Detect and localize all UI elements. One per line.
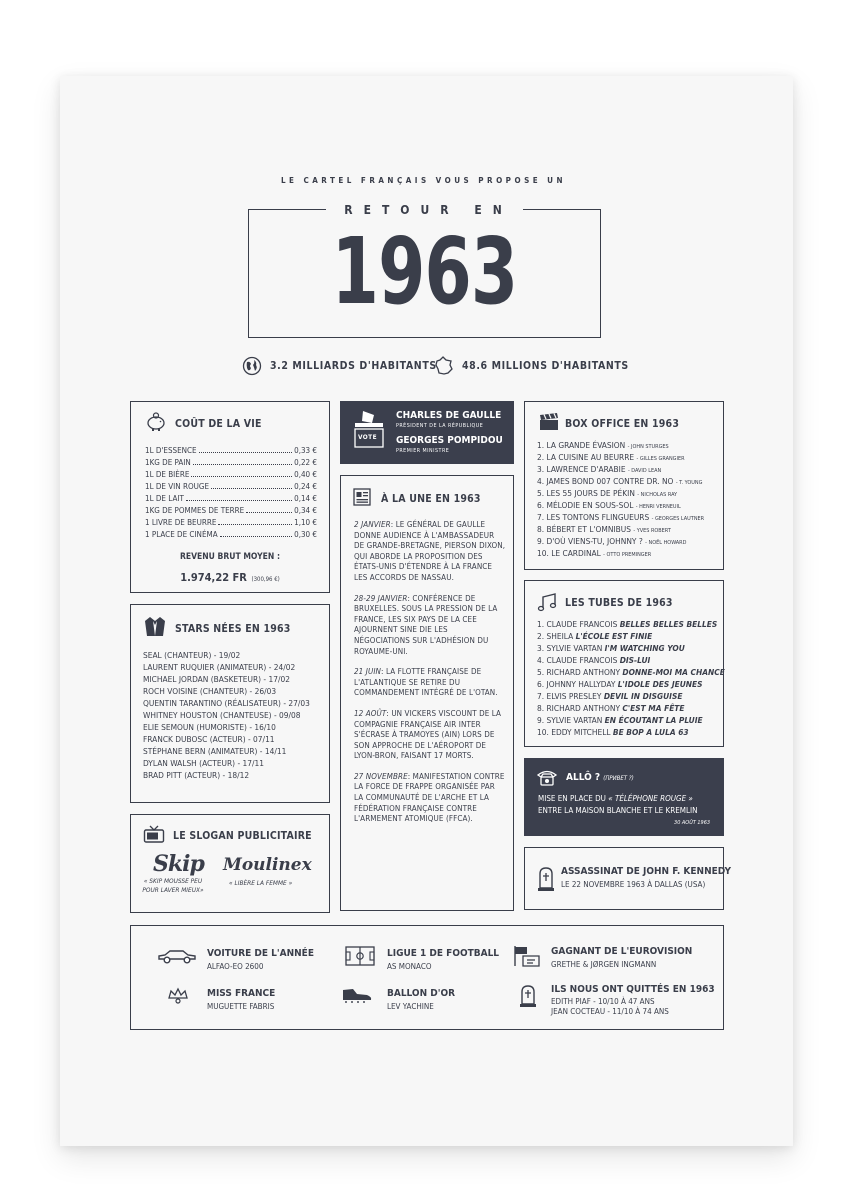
tubes-list [537, 618, 725, 738]
deaths-line-1: EDITH PIAF - 10/10 À 47 ANS [551, 997, 655, 1006]
price-row: 1L DE VIN ROUGE 0,24 € [145, 482, 317, 491]
miss-title: MISS FRANCE [207, 988, 276, 999]
allo-title: ALLÔ ? (ПРИВЕТ ?) [566, 772, 634, 783]
list-item: ROCH VOISINE (CHANTEUR) - 26/03 [143, 686, 277, 696]
vote-section [340, 401, 514, 464]
clapperboard-icon [539, 413, 559, 431]
list-item: 1. LA GRANDE ÉVASION - JOHN STURGES [537, 440, 669, 450]
allo-section [524, 758, 724, 836]
price-row: 1KG DE PAIN 0,22 € [145, 458, 317, 467]
price-row: 1L D'ESSENCE 0,33 € [145, 446, 317, 455]
news-item: 2 JANVIER: LE GÉNÉRAL DE GAULLE DONNE AUDIENCE À L'AMBASSADEUR DE GRANDE-BRETAGNE, PIERSON DIXON, QUI ABORDE LA PROPOSITION DES ÉTATS-UNIS D'ÉTENDRE À LA FRANCE LES ACCORDS DE NASSAU. [354, 520, 506, 582]
tiara-icon [167, 986, 189, 1004]
slogan-section [130, 814, 330, 913]
list-item: LAURENT RUQUIER (ANIMATEUR) - 24/02 [143, 662, 296, 672]
list-item: DYLAN WALSH (ACTEUR) - 17/11 [143, 758, 265, 768]
eurovision-value: GRETHE & JØRGEN INGMANN [551, 960, 657, 969]
president-name: CHARLES DE GAULLE [396, 410, 502, 421]
list-item: 6. JOHNNY HALLYDAY L'IDOLE DES JEUNES [537, 679, 703, 689]
price-row: 1L DE BIÈRE 0,40 € [145, 470, 317, 479]
list-item: 6. MÉLODIE EN SOUS-SOL - HENRI VERNEUIL [537, 500, 681, 510]
news-item: 12 AOÛT: UN VICKERS VISCOUNT DE LA COMPAGNIE FRANÇAISE AIR INTER S'ÉCRASE À TRAMOYES (AIN) LORS DE SON APPROCHE DE L'AÉROPORT DE LYON-BRON, FAISANT 17 MORTS. [354, 708, 502, 761]
moulinex-quote: « LIBÈRE LA FEMME » [229, 879, 293, 887]
list-item: 9. SYLVIE VARTAN EN ÉCOUTANT LA PLUIE [537, 715, 703, 725]
ballon-value: LEV YACHINE [387, 1002, 434, 1011]
list-item: MICHAEL JORDAN (BASKETEUR) - 17/02 [143, 674, 291, 684]
eurovision-title: GAGNANT DE L'EUROVISION [551, 946, 693, 957]
cost-of-living-section [130, 401, 330, 593]
deaths-title: ILS NOUS ONT QUITTÉS EN 1963 [551, 984, 715, 995]
list-item: QUENTIN TARANTINO (RÉALISATEUR) - 27/03 [143, 698, 310, 708]
tubes-section [524, 580, 724, 747]
moulinex-logo: Moulinex [223, 855, 312, 875]
ballon-title: BALLON D'OR [387, 988, 456, 999]
price-row: 1L DE LAIT 0,14 € [145, 494, 317, 503]
kennedy-section [524, 847, 732, 910]
world-population: 3.2 MILLIARDS D'HABITANTS [242, 356, 437, 376]
list-item: 9. D'OÙ VIENS-TU, JOHNNY ? - NOËL HOWARD [537, 536, 687, 546]
list-item: 10. LE CARDINAL - OTTO PREMINGER [537, 548, 652, 558]
minister-name: GEORGES POMPIDOU [396, 435, 503, 446]
list-item: 5. RICHARD ANTHONY DONNE-MOI MA CHANCE [537, 667, 725, 677]
skip-logo: Skip [153, 851, 204, 877]
tubes-title: LES TUBES DE 1963 [565, 597, 673, 609]
price-row: 1 PLACE DE CINÉMA 0,30 € [145, 530, 317, 539]
tombstone-icon [537, 866, 555, 892]
year-title: 1963 [331, 218, 518, 325]
allo-text-1: MISE EN PLACE DU « TÉLÉPHONE ROUGE » [538, 794, 693, 803]
football-boot-icon [341, 986, 373, 1004]
price-row: 1 LIVRE DE BEURRE 1,10 € [145, 518, 317, 527]
eurovision-flag-icon [513, 944, 541, 968]
list-item: FRANCK DUBOSC (ACTEUR) - 07/11 [143, 734, 275, 744]
list-item: 4. JAMES BOND 007 CONTRE DR. NO - T. YOUNG [537, 476, 703, 486]
list-item: 7. ELVIS PRESLEY DEVIL IN DISGUISE [537, 691, 683, 701]
list-item: 8. BÉBERT ET L'OMNIBUS - YVES ROBERT [537, 524, 671, 534]
footer-section [130, 925, 724, 1030]
news-item: 27 NOVEMBRE: MANIFESTATION CONTRE LA FORCE DE FRAPPE ORGANISÉE PAR LA COMMUNAUTÉ DE L'ARCHE ET LA FÉDÉRATION FRANÇAISE CONTRE L'ARMEMENT ATOMIQUE (FFCA). [354, 771, 505, 824]
allo-date: 30 AOÛT 1963 [674, 820, 710, 826]
globe-icon [242, 356, 262, 376]
list-item: SEAL (CHANTEUR) - 19/02 [143, 650, 241, 660]
france-population: 48.6 MILLIONS D'HABITANTS [434, 356, 629, 376]
list-item: BRAD PITT (ACTEUR) - 18/12 [143, 770, 250, 780]
news-item: 21 JUIN: LA FLOTTE FRANÇAISE DE L'ATLANTIQUE SE RETIRE DU COMMANDEMENT INTÉGRÉ DE L'OTAN. [354, 667, 498, 698]
kennedy-title: ASSASSINAT DE JOHN F. KENNEDY [561, 866, 732, 877]
list-item: ELIE SEMOUN (HUMORISTE) - 16/10 [143, 722, 276, 732]
news-item: 28-29 JANVIER: CONFÉRENCE DE BRUXELLES. SOUS LA PRESSION DE LA FRANCE, LES SIX PAYS DE LA CEE AJOURNENT SINE DIE LES NÉGOCIATIONS SUR L'ADHÉSION DU ROYAUME-UNI. [354, 593, 498, 656]
list-item: 3. SYLVIE VARTAN I'M WATCHING YOU [537, 643, 685, 653]
income-value: 1.974,22 FR (300,96 €) [180, 571, 280, 584]
box-office-title: BOX OFFICE EN 1963 [565, 418, 680, 430]
list-item: 1. CLAUDE FRANCOIS BELLES BELLES BELLES [537, 619, 718, 629]
kennedy-subtitle: LE 22 NOVEMBRE 1963 À DALLAS (USA) [561, 880, 706, 889]
box-office-list [537, 439, 704, 559]
allo-text-2: ENTRE LA MAISON BLANCHE ET LE KREMLIN [538, 806, 698, 815]
income-label: REVENU BRUT MOYEN : [179, 552, 281, 562]
list-item: 3. LAWRENCE D'ARABIE - DAVID LEAN [537, 464, 662, 474]
title-subtitle: RETOUR EN [249, 203, 600, 217]
tv-icon [143, 824, 165, 844]
list-item: 2. LA CUISINE AU BEURRE - GILLES GRANGIER [537, 452, 685, 462]
ballot-box-icon [352, 409, 386, 453]
cost-title: COÛT DE LA VIE [175, 418, 262, 430]
france-map-icon [434, 356, 454, 376]
car-value: ALFAO-EO 2600 [207, 962, 264, 971]
grave-icon [519, 984, 537, 1008]
slogan-title: LE SLOGAN PUBLICITAIRE [173, 830, 312, 842]
ligue-value: AS MONACO [387, 962, 432, 971]
car-title: VOITURE DE L'ANNÉE [207, 948, 314, 959]
stars-title: STARS NÉES EN 1963 [175, 623, 291, 635]
list-item: 4. CLAUDE FRANCOIS DIS-LUI [537, 655, 651, 665]
ligue-title: LIGUE 1 DE FOOTBALL [387, 948, 500, 959]
news-list [354, 520, 506, 835]
vote-label: VOTE [358, 433, 377, 441]
deaths-line-2: JEAN COCTEAU - 11/10 À 74 ANS [551, 1007, 669, 1016]
list-item: WHITNEY HOUSTON (CHANTEUSE) - 09/08 [143, 710, 301, 720]
music-note-icon [537, 593, 557, 613]
miss-value: MUGUETTE FABRIS [207, 1002, 275, 1011]
list-item: 8. RICHARD ANTHONY C'EST MA FÊTE [537, 703, 685, 713]
telephone-icon [536, 768, 558, 786]
stars-list [143, 649, 310, 781]
price-row: 1KG DE POMMES DE TERRE 0,34 € [145, 506, 317, 515]
skip-quote: « SKIP MOUSSE PEU POUR LAVER MIEUX» [142, 877, 204, 894]
list-item: STÉPHANE BERN (ANIMATEUR) - 14/11 [143, 746, 287, 756]
newspaper-icon [353, 488, 371, 506]
list-item: 5. LES 55 JOURS DE PÉKIN - NICHOLAS RAY [537, 488, 678, 498]
minister-role: PREMIER MINISTRE [396, 448, 450, 454]
president-role: PRÉSIDENT DE LA RÉPUBLIQUE [396, 423, 484, 429]
intro-text: LE CARTEL FRANÇAIS VOUS PROPOSE UN [280, 176, 567, 185]
stars-section [130, 604, 330, 803]
list-item: 2. SHEILA L'ÉCOLE EST FINIE [537, 631, 653, 641]
list-item: 10. EDDY MITCHELL BE BOP A LULA 63 [537, 727, 689, 737]
news-section [340, 475, 514, 911]
car-icon [157, 948, 197, 964]
box-office-section [524, 401, 724, 570]
price-list [145, 445, 317, 541]
suit-icon [143, 615, 167, 637]
football-pitch-icon [345, 946, 375, 966]
list-item: 7. LES TONTONS FLINGUEURS - GEORGES LAUTNER [537, 512, 705, 522]
news-title: À LA UNE EN 1963 [381, 493, 481, 505]
title-frame [248, 203, 601, 338]
piggy-bank-icon [145, 412, 167, 432]
